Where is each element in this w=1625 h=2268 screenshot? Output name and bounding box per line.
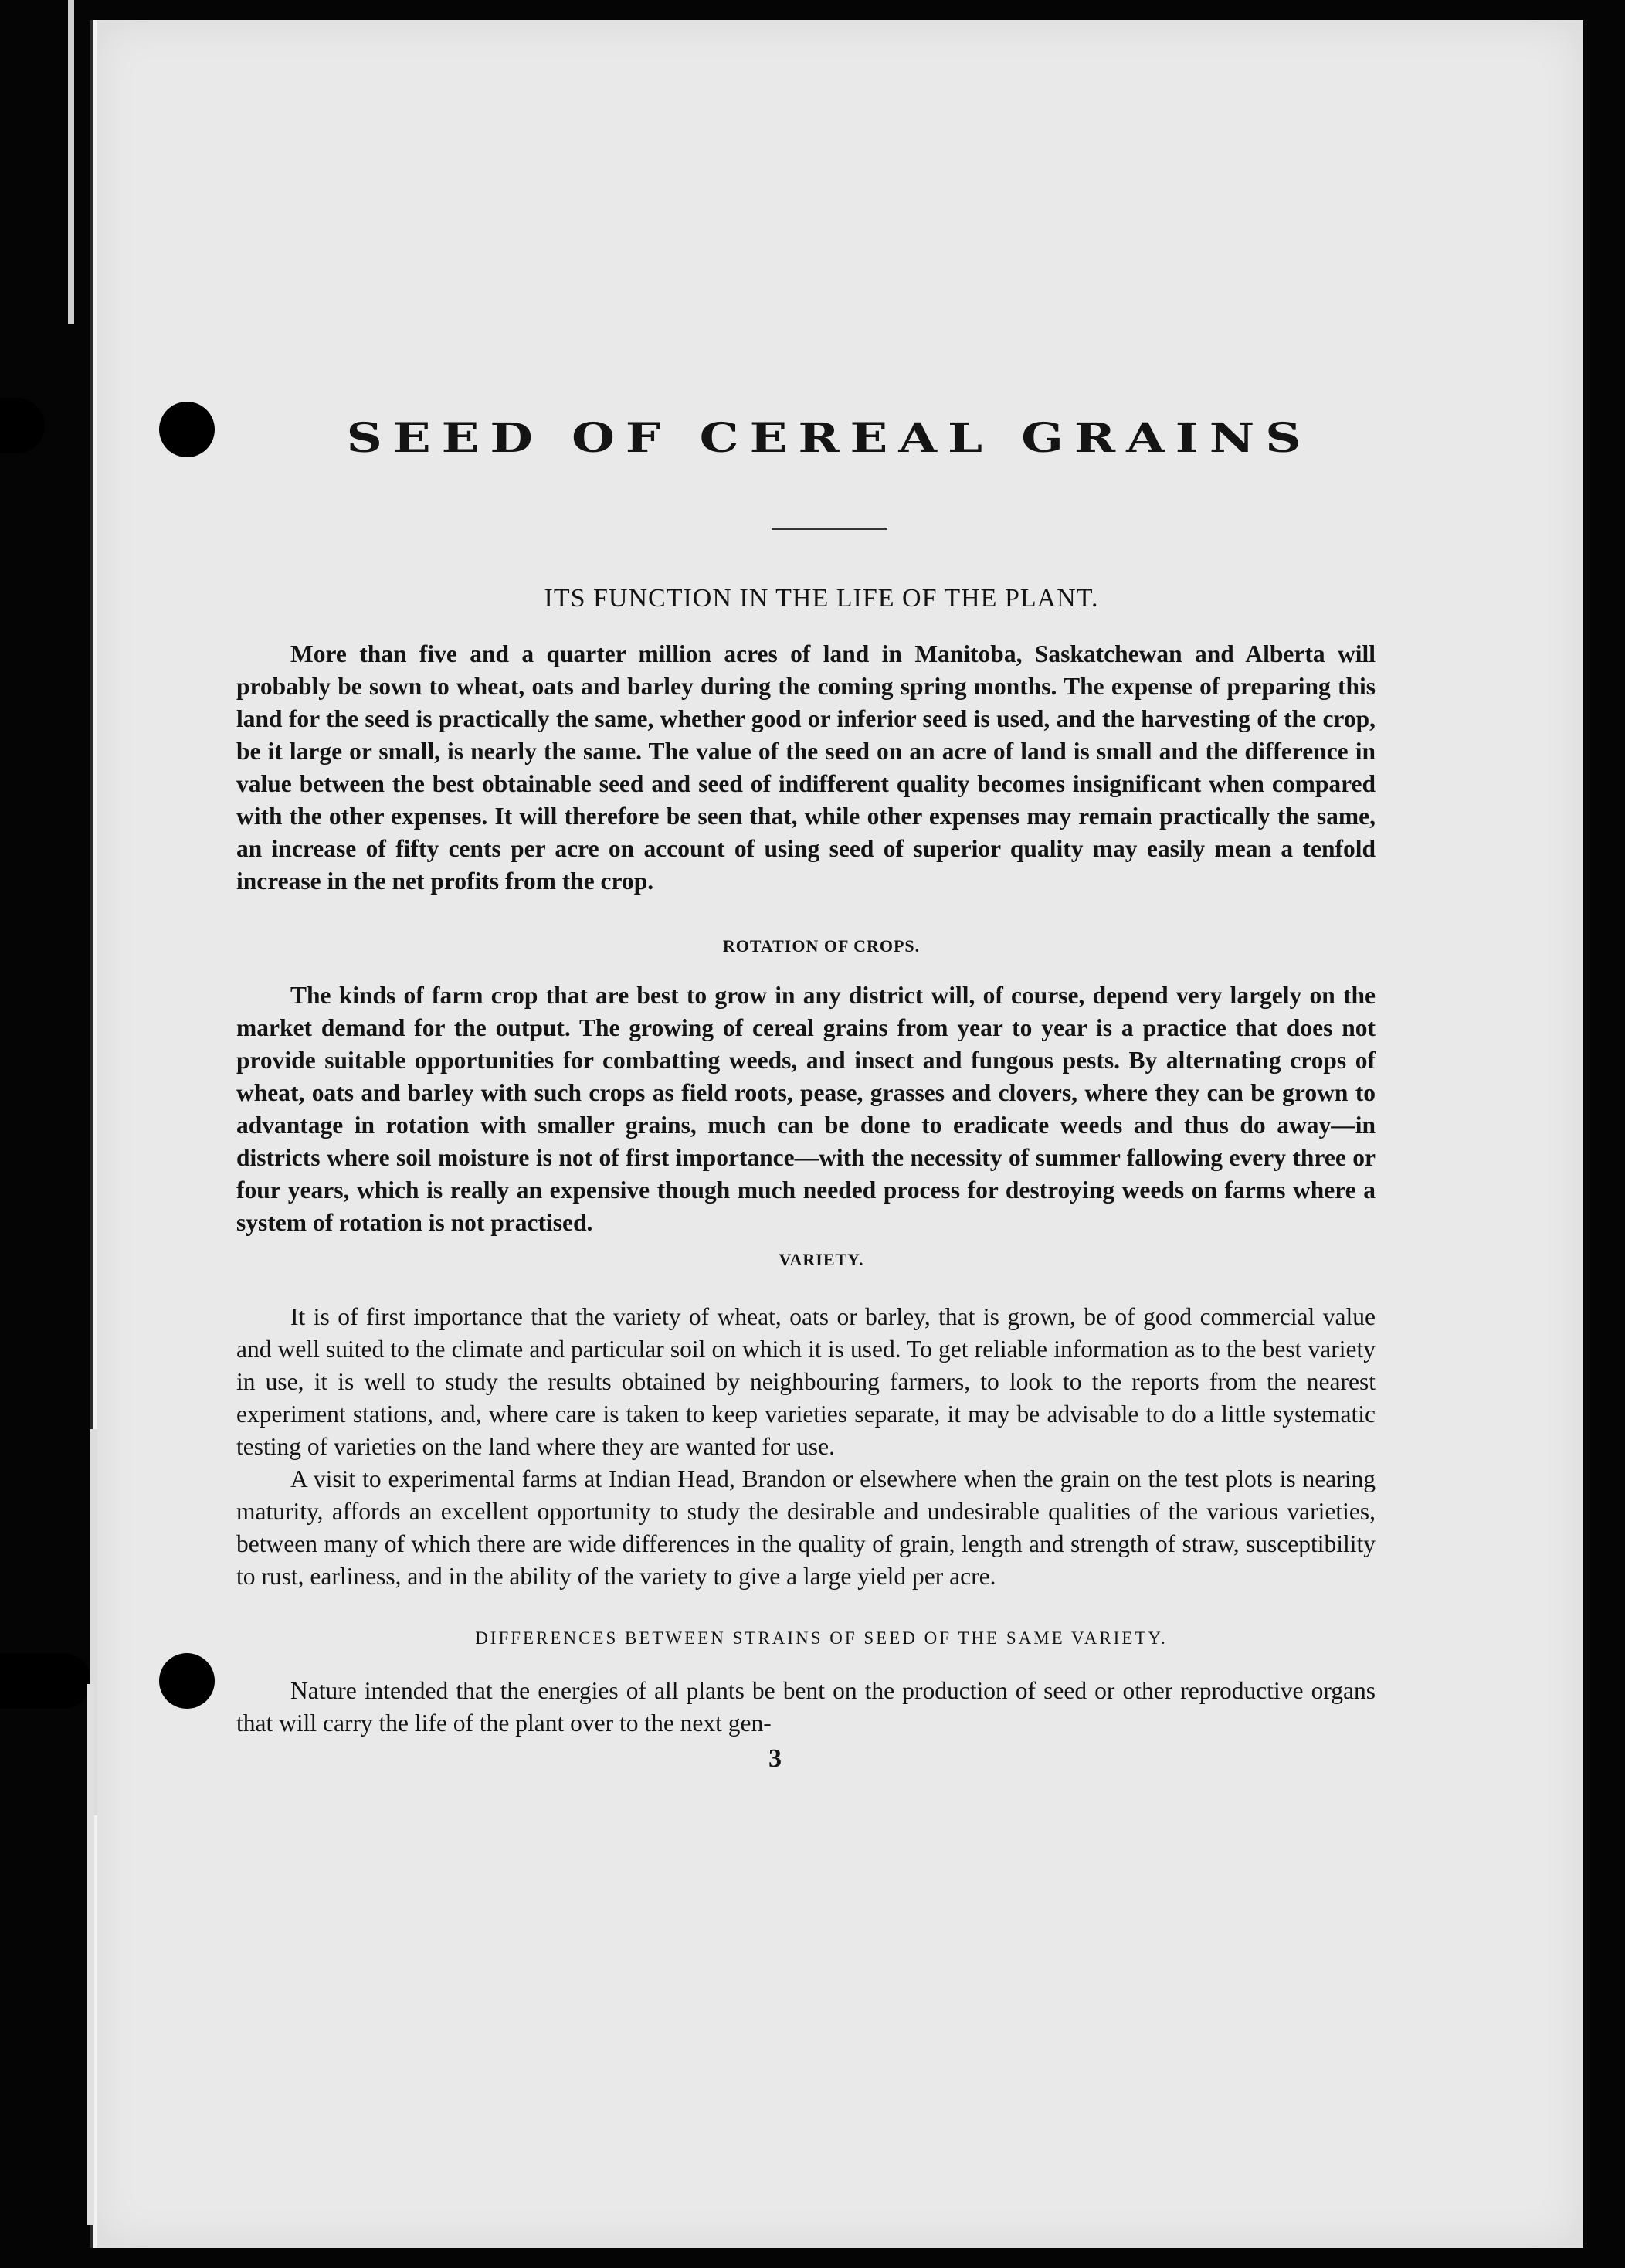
left-strip-line-bottom [87, 1684, 94, 2225]
paragraph-variety-1: It is of first importance that the variety of wheat, oats or barley, that is grown, be of good commercial value and well suited to the climate and particular soil on which it is used. To get reliable information as to the best variety in use, it is well to study the results obtained by neighbouring farmers, to look to the reports from the nearest experiment stations, and, where care is taken to keep varieties separate, it may be advisable to do a little systematic testing of varieties on the land where they are wanted for use. [236, 1303, 1376, 1460]
section-heading-rotation: ROTATION OF CROPS. [722, 936, 921, 956]
binding-clip-top [0, 398, 45, 453]
paragraph-function: More than five and a quarter million acres of land in Manitoba, Saskatchewan and Alberta will probably be sown to wheat, oats and barley during the coming spring months. The expense of preparing this land for the seed is practically the same, whether good or inferior seed is used, and the harvesting of the crop, be it large or small, is nearly the same. The value of the seed on an acre of land is small and the difference in value between the best obtainable seed and seed of indifferent quality becomes insignificant when compared with the other expenses. It will therefore be seen that, while other expenses may remain practically the same, an increase of fifty cents per acre on account of using seed of superior quality may easily mean a tenfold increase in the net profits from the crop. [236, 640, 1376, 895]
paragraph-variety-2: A visit to experimental farms at Indian Head, Brandon or elsewhere when the grain on the test plots is nearing maturity, affords an excellent opportunity to study the desirable and undesirable qualities of the various varieties, between many of which there are wide differences in the quality of grain, length and strength of straw, susceptibility to rust, earliness, and in the ability of the variety to give a large yield per acre. [236, 1465, 1376, 1590]
binding-clip-bottom [0, 1653, 91, 1709]
section-heading-variety: VARIETY. [779, 1250, 864, 1269]
page-content [236, 409, 1376, 1774]
punch-hole-top-page [159, 402, 215, 457]
section-heading-function: ITS FUNCTION IN THE LIFE OF THE PLANT. [544, 584, 1099, 613]
punch-hole-bottom-page [159, 1653, 215, 1709]
page-number: 3 [768, 1744, 782, 1773]
paragraph-strains: Nature intended that the energies of all plants be bent on the production of seed or other reproductive organs that will carry the life of the plant over to the next gen- [236, 1677, 1376, 1737]
document-title: SEED OF CEREAL GRAINS [346, 414, 1312, 463]
left-strip-line [68, 0, 74, 324]
section-heading-strains: DIFFERENCES BETWEEN STRAINS OF SEED OF THE SAME VARIETY. [475, 1628, 1168, 1648]
title-rule [772, 528, 887, 530]
paragraph-rotation: The kinds of farm crop that are best to grow in any district will, of course, depend very largely on the market demand for the output. The growing of cereal grains from year to year is a practice that does not provide suitable opportunities for combatting weeds, and insect and fungous pests. By alternating crops of wheat, oats and barley with such crops as field roots, pease, grasses and clovers, where they can be grown to advantage in rotation with smaller grains, much can be done to eradicate weeds and thus do away—in districts where soil moisture is not of first importance—with the necessity of summer fallowing every three or four years, which is really an expensive though much needed process for destroying weeds on farms where a system of rotation is not practised. [236, 982, 1376, 1236]
